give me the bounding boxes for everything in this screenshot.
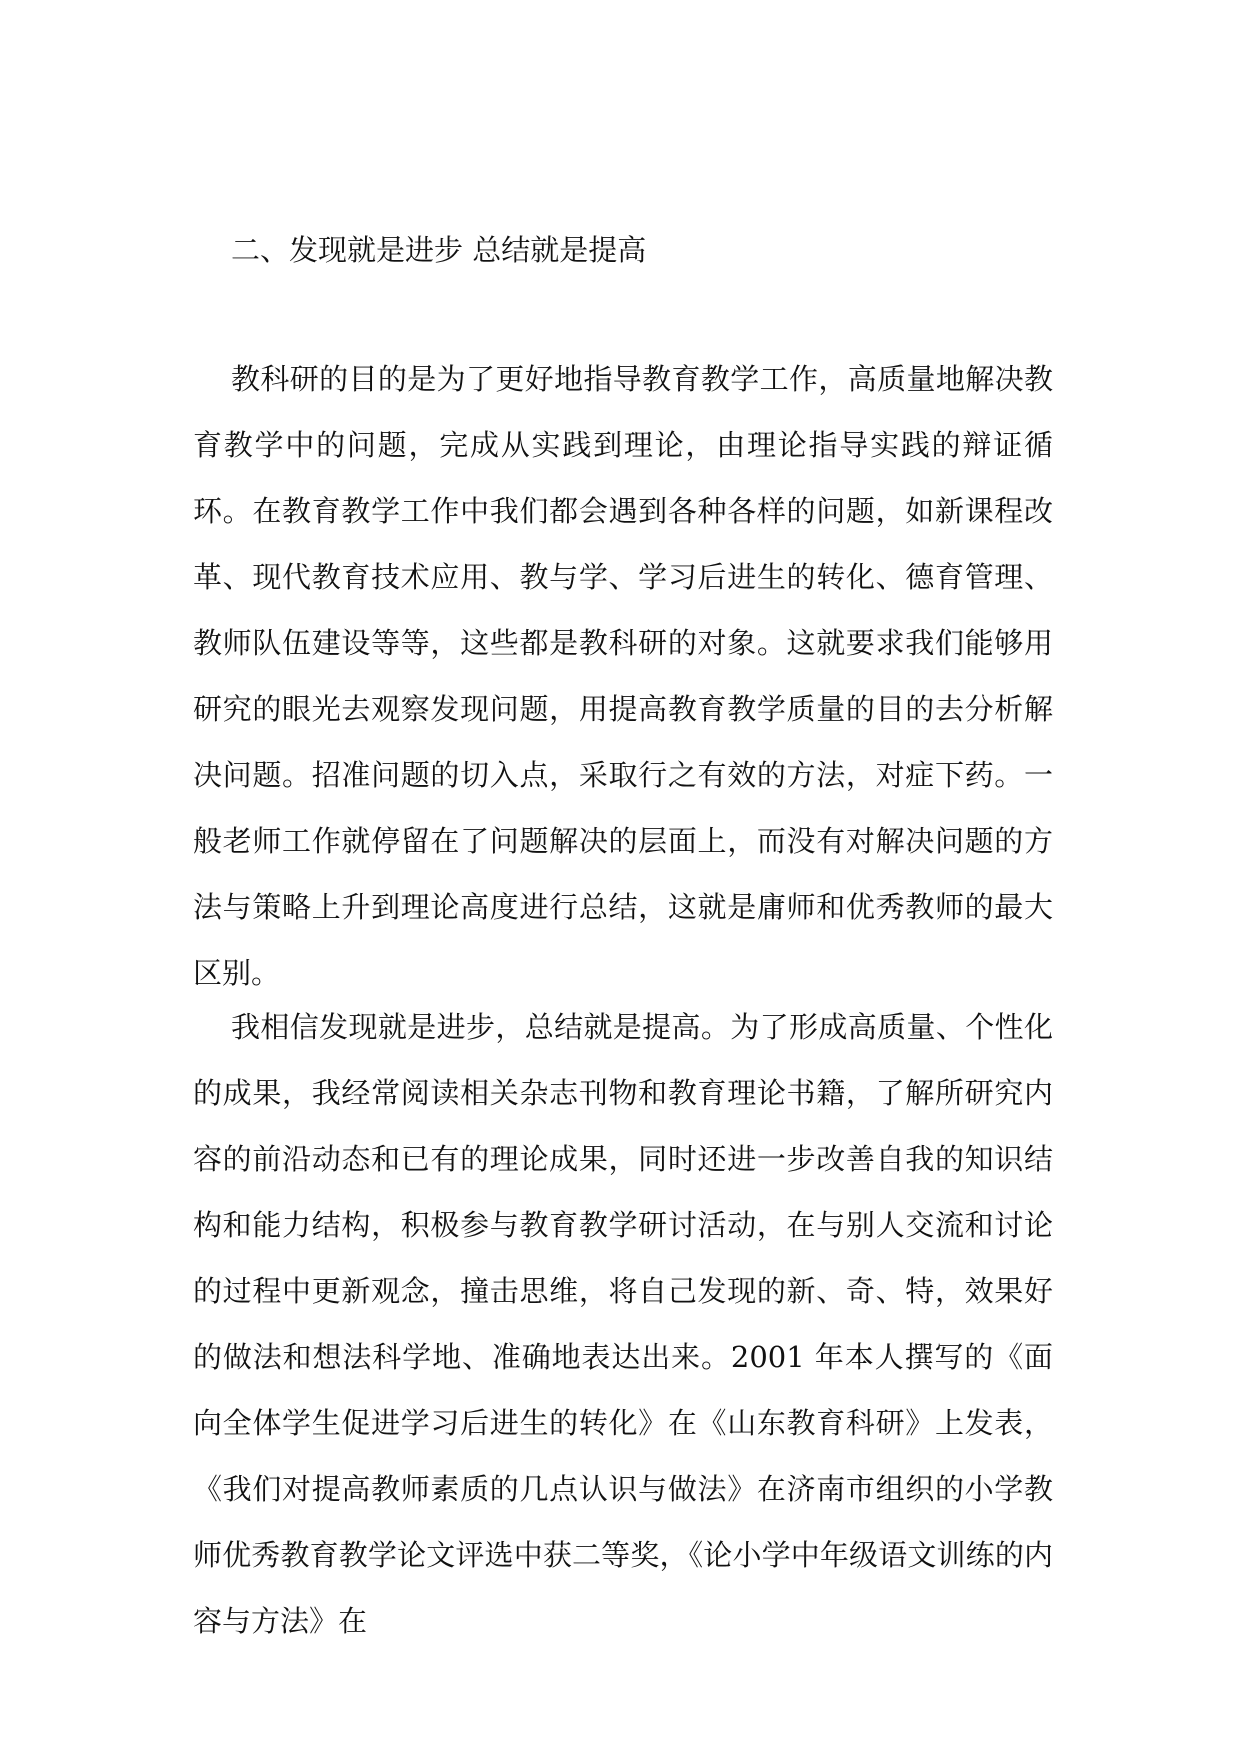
paragraph-2: 我相信发现就是进步，总结就是提高。为了形成高质量、个性化的成果，我经常阅读相关杂志刊物和教育理论书籍，了解所研究内容的前沿动态和已有的理论成果，同时还进一步改善自我的知识结构和能力结构，积极参与教育教学研讨活动，在与别人交流和讨论的过程中更新观念，撞击思维，将自己发现的新、奇、特，效果好的做法和想法科学地、准确地表达出来。2001 年本人撰写的《面向全体学生促进学习后进生的转化》在《山东教育科研》上发表，《我们对提高教师素质的几点认识与做法》在济南市组织的小学教师优秀教育教学论文评选中获二等奖，《论小学中年级语文训练的内容与方法》在 [193, 1010, 1053, 1638]
paragraph-1: 教科研的目的是为了更好地指导教育教学工作，高质量地解决教育教学中的问题，完成从实践到理论，由理论指导实践的辩证循环。在教育教学工作中我们都会遇到各种各样的问题，如新课程改革、现代教育技术应用、教与学、学习后进生的转化、德育管理、教师队伍建设等等，这些都是教科研的对象。这就要求我们能够用研究的眼光去观察发现问题，用提高教育教学质量的目的去分析解决问题。招准问题的切入点，采取行之有效的方法，对症下药。一般老师工作就停留在了问题解决的层面上，而没有对解决问题的方法与策略上升到理论高度进行总结，这就是庸师和优秀教师的最大区别。 [193, 362, 1053, 990]
section-heading: 二、发现就是进步 总结就是提高 [231, 233, 647, 267]
